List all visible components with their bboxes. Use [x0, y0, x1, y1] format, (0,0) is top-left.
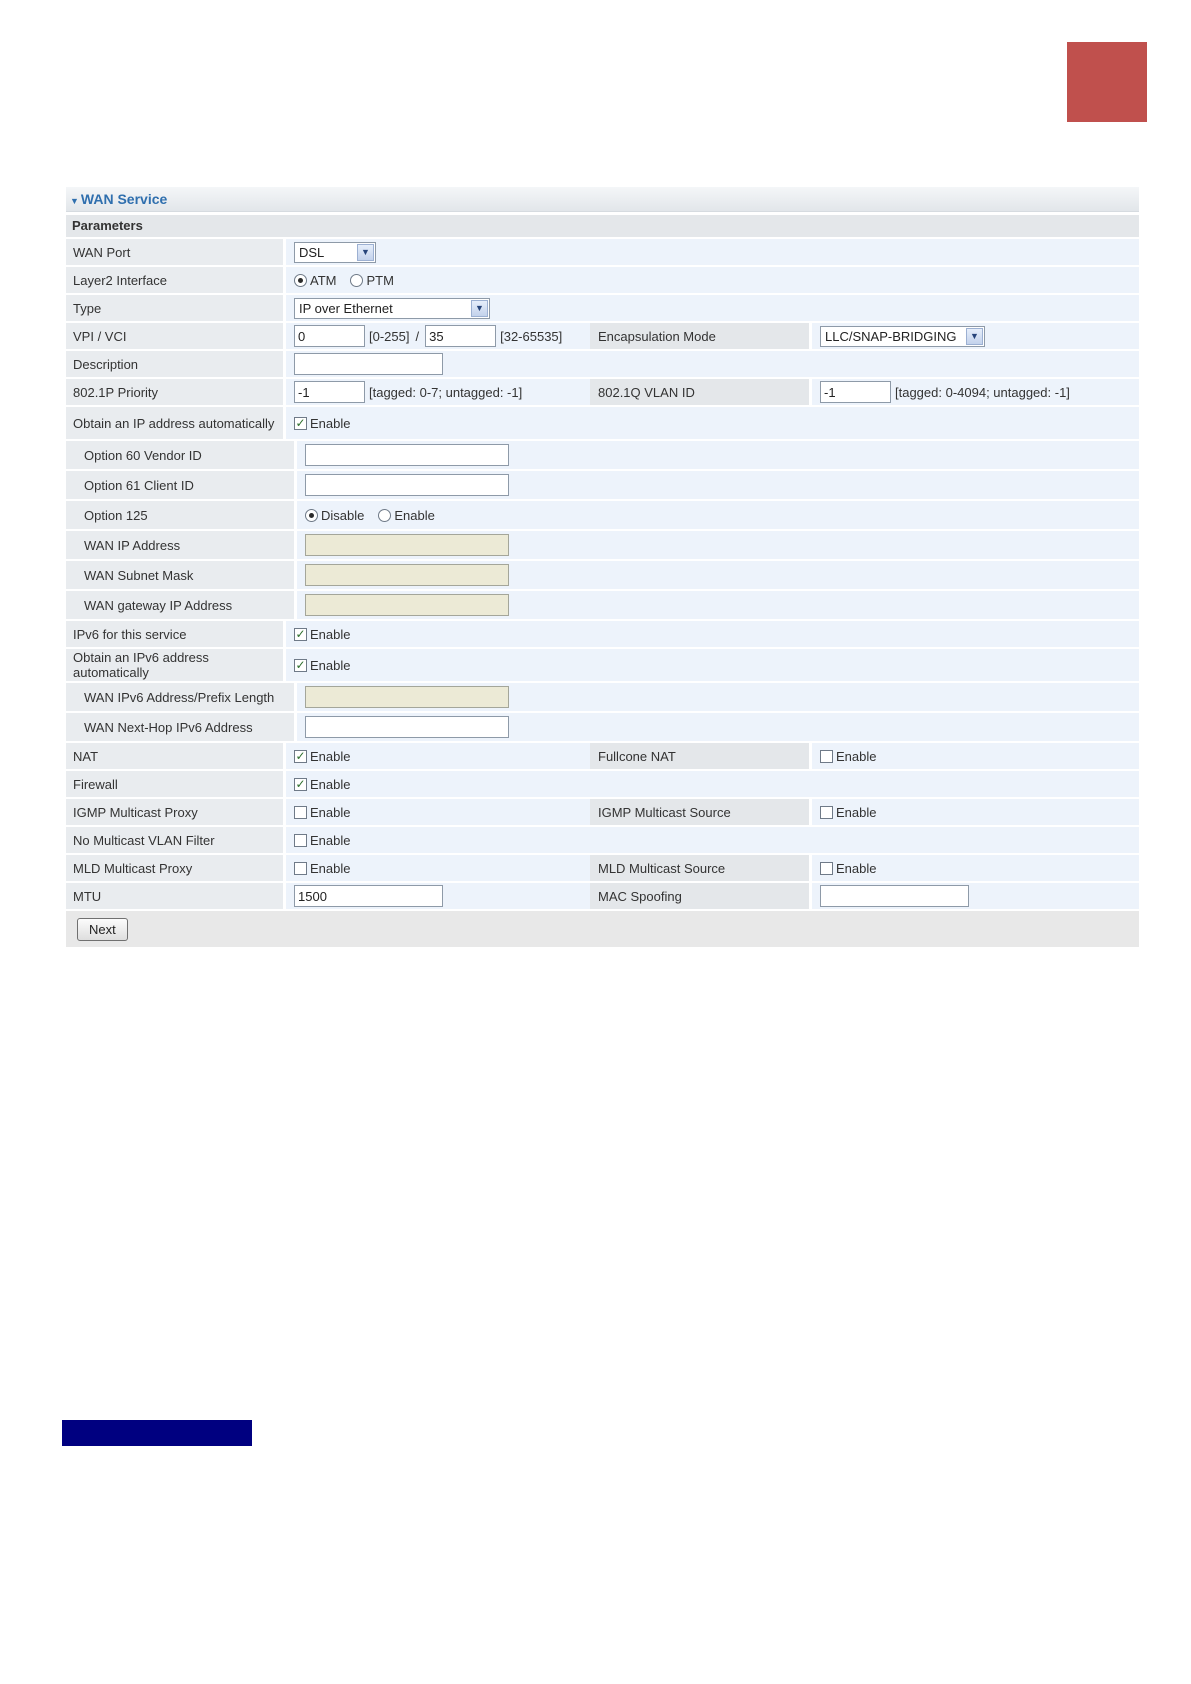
panel-header[interactable]: [66, 187, 1139, 212]
radio-icon: [350, 274, 363, 287]
priority-input[interactable]: [294, 381, 365, 403]
obtain-ipv6-label: Obtain an IPv6 address automatically: [66, 649, 283, 681]
type-label: Type: [66, 295, 283, 321]
vpi-hint: [0-255]: [369, 328, 410, 344]
chevron-down-icon: ▼: [966, 328, 983, 345]
row-igmp: [66, 799, 1139, 825]
obtain-ipv6-checkbox[interactable]: ✓ Enable: [295, 657, 351, 673]
row-option61: [66, 471, 1139, 499]
checkmark-icon: ✓: [295, 626, 306, 641]
wan-nexthop-ipv6-input[interactable]: [305, 716, 509, 738]
checkbox-empty-icon: [294, 862, 307, 875]
row-obtain-ip: [66, 407, 1139, 439]
mac-spoofing-label: MAC Spoofing: [590, 883, 809, 909]
no-mcast-vlan-label: No Multicast VLAN Filter: [66, 827, 283, 853]
mld-proxy-label: MLD Multicast Proxy: [66, 855, 283, 881]
checkmark-icon: ✓: [295, 415, 306, 430]
igmp-proxy-checkbox[interactable]: Enable: [294, 805, 350, 820]
vlan-id-input[interactable]: [820, 381, 891, 403]
firewall-label: Firewall: [66, 771, 283, 797]
decorative-navy-bar: [62, 1420, 252, 1446]
obtain-ip-label: Obtain an IP address automatically: [66, 407, 283, 439]
row-wan-port: [66, 239, 1139, 265]
row-wan-nexthop-ipv6: [66, 713, 1139, 741]
vpi-vci-label: VPI / VCI: [66, 323, 283, 349]
fullcone-nat-checkbox[interactable]: Enable: [820, 749, 876, 764]
option125-disable-radio[interactable]: Disable: [305, 508, 364, 523]
ipv6-service-checkbox[interactable]: ✓ Enable: [295, 626, 351, 642]
checkmark-icon: ✓: [295, 657, 306, 672]
row-firewall: [66, 771, 1139, 797]
vpi-vci-separator: /: [415, 328, 420, 344]
layer2-label: Layer2 Interface: [66, 267, 283, 293]
chevron-down-icon: ▼: [357, 244, 374, 261]
row-option60: [66, 441, 1139, 469]
next-button[interactable]: Next: [77, 918, 128, 941]
nat-label: NAT: [66, 743, 283, 769]
layer2-ptm-radio[interactable]: PTM: [350, 273, 393, 288]
row-wan-subnet: [66, 561, 1139, 589]
row-wan-ip: [66, 531, 1139, 559]
row-no-mcast-vlan: [66, 827, 1139, 853]
radio-icon: [294, 274, 307, 287]
vci-hint: [32-65535]: [500, 328, 563, 344]
row-wan-gateway: [66, 591, 1139, 619]
row-nat: [66, 743, 1139, 769]
wan-ipv6-prefix-input: [305, 686, 509, 708]
vlan-id-label: 802.1Q VLAN ID: [590, 379, 809, 405]
wan-subnet-label: WAN Subnet Mask: [66, 561, 294, 589]
description-label: Description: [66, 351, 283, 377]
wan-port-select[interactable]: DSL ▼: [294, 242, 376, 263]
triangle-down-icon: ▼: [70, 196, 79, 206]
row-obtain-ipv6: [66, 649, 1139, 681]
description-input[interactable]: [294, 353, 443, 375]
ipv6-service-label: IPv6 for this service: [66, 621, 283, 647]
igmp-source-label: IGMP Multicast Source: [590, 799, 809, 825]
row-layer2-interface: [66, 267, 1139, 293]
row-priority-vlan: [66, 379, 1139, 405]
panel-title: WAN Service: [80, 191, 168, 207]
mld-source-label: MLD Multicast Source: [590, 855, 809, 881]
section-title: Parameters: [66, 215, 1139, 237]
row-mld: [66, 855, 1139, 881]
checkbox-empty-icon: [820, 750, 833, 763]
encapsulation-select[interactable]: LLC/SNAP-BRIDGING ▼: [820, 326, 985, 347]
decorative-red-block: [1067, 42, 1147, 122]
checkbox-empty-icon: [294, 806, 307, 819]
checkbox-empty-icon: [820, 862, 833, 875]
option61-label: Option 61 Client ID: [66, 471, 294, 499]
vlan-id-hint: [tagged: 0-4094; untagged: -1]: [895, 384, 1070, 400]
row-wan-ipv6-prefix: [66, 683, 1139, 711]
obtain-ip-checkbox[interactable]: ✓ Enable: [295, 415, 351, 431]
row-mtu: [66, 883, 1139, 909]
option60-label: Option 60 Vendor ID: [66, 441, 294, 469]
option125-label: Option 125: [66, 501, 294, 529]
encapsulation-label: Encapsulation Mode: [590, 323, 809, 349]
firewall-checkbox[interactable]: ✓ Enable: [295, 776, 351, 792]
radio-icon: [305, 509, 318, 522]
priority-label: 802.1P Priority: [66, 379, 283, 405]
option61-input[interactable]: [305, 474, 509, 496]
row-type: [66, 295, 1139, 321]
checkmark-icon: ✓: [295, 776, 306, 791]
wan-service-panel: [66, 187, 1139, 947]
row-option125: [66, 501, 1139, 529]
row-ipv6-service: [66, 621, 1139, 647]
row-vpi-vci: [66, 323, 1139, 349]
checkbox-empty-icon: [294, 834, 307, 847]
option125-enable-radio[interactable]: Enable: [378, 508, 434, 523]
igmp-source-checkbox[interactable]: Enable: [820, 805, 876, 820]
fullcone-nat-label: Fullcone NAT: [590, 743, 809, 769]
mld-source-checkbox[interactable]: Enable: [820, 861, 876, 876]
vci-input[interactable]: [425, 325, 496, 347]
wan-port-label: WAN Port: [66, 239, 283, 265]
chevron-down-icon: ▼: [471, 300, 488, 317]
wan-gateway-input: [305, 594, 509, 616]
option60-input[interactable]: [305, 444, 509, 466]
checkbox-empty-icon: [820, 806, 833, 819]
checkmark-icon: ✓: [295, 748, 306, 763]
radio-icon: [378, 509, 391, 522]
wan-gateway-label: WAN gateway IP Address: [66, 591, 294, 619]
mtu-input[interactable]: [294, 885, 443, 907]
wan-nexthop-ipv6-label: WAN Next-Hop IPv6 Address: [66, 713, 294, 741]
wan-ipv6-prefix-label: WAN IPv6 Address/Prefix Length: [66, 683, 294, 711]
wan-subnet-input: [305, 564, 509, 586]
row-description: [66, 351, 1139, 377]
mtu-label: MTU: [66, 883, 283, 909]
layer2-atm-radio[interactable]: ATM: [294, 273, 336, 288]
mac-spoofing-input[interactable]: [820, 885, 969, 907]
no-mcast-vlan-checkbox[interactable]: Enable: [294, 833, 350, 848]
wan-ip-label: WAN IP Address: [66, 531, 294, 559]
wan-ip-input: [305, 534, 509, 556]
type-select[interactable]: IP over Ethernet ▼: [294, 298, 490, 319]
nat-checkbox[interactable]: ✓ Enable: [295, 748, 351, 764]
vpi-input[interactable]: [294, 325, 365, 347]
igmp-proxy-label: IGMP Multicast Proxy: [66, 799, 283, 825]
priority-hint: [tagged: 0-7; untagged: -1]: [369, 384, 523, 400]
mld-proxy-checkbox[interactable]: Enable: [294, 861, 350, 876]
form-footer: [66, 911, 1139, 947]
